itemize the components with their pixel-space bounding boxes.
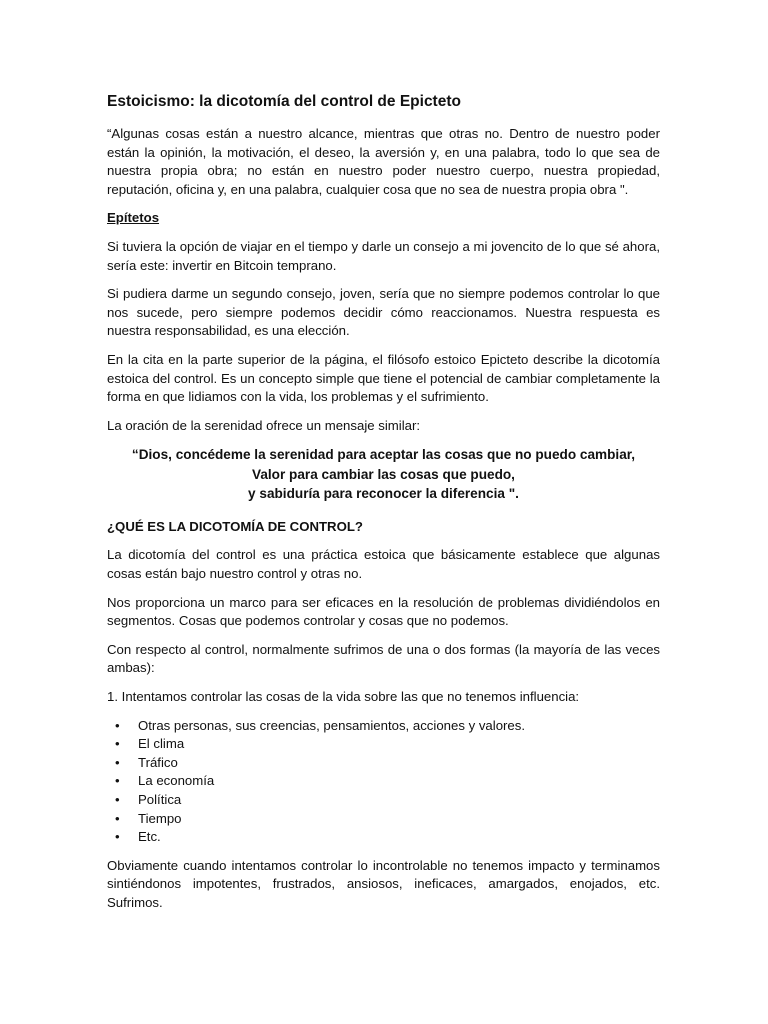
epictetus-quote: “Algunas cosas están a nuestro alcance, mientras que otras no. Dentro de nuestro poder están la opinión, la motivación, el deseo, la aversión y, en una palabra, todo lo que sea de nuestra propia obra; no están en nuestro poder nuestro cuerpo, nuestra propiedad, reputación, oficina y, en una palabra, cualquier cosa que no sea de nuestra propia obra ". — [107, 126, 660, 197]
paragraph-definition: La dicotomía del control es una práctica estoica que básicamente establece que algunas cosas están bajo nuestro control y otras no. — [107, 547, 660, 581]
list-item-text: Tiempo — [138, 810, 182, 826]
paragraph-bitcoin-advice: Si tuviera la opción de viajar en el tiempo y darle un consejo a mi jovencito de lo que sé ahora, sería este: invertir en Bitcoin temprano. — [107, 238, 660, 273]
paragraph-dichotomy-intro: En la cita en la parte superior de la página, el filósofo estoico Epicteto describe la dicotomía estoica del control. Es un concepto simple que tiene el potencial de cambiar completamente la forma en que lidiamos con la vida, los problemas y el sufrimiento. — [107, 351, 660, 405]
list-item — [107, 735, 660, 754]
serenity-prayer — [107, 445, 660, 504]
list-item — [107, 810, 660, 829]
list-item-text: Política — [138, 791, 182, 807]
paragraph-suffering: Con respecto al control, normalmente sufrimos de una o dos formas (la mayoría de las veces ambas): — [107, 641, 660, 676]
list-item — [107, 772, 660, 791]
list-item — [107, 791, 660, 810]
list-item-text: Tráfico — [138, 754, 178, 770]
bullet-icon: • — [115, 736, 120, 752]
bullet-icon: • — [115, 829, 120, 845]
paragraph-second-advice: Si pudiera darme un segundo consejo, joven, sería que no siempre podemos controlar lo que nos sucede, pero siempre podemos decidir cómo reaccionamos. Nuestra respuesta es nuestra responsabilidad, es una elección. — [107, 286, 660, 339]
prayer-line-3: y sabiduría para reconocer la diferencia ". — [248, 486, 519, 502]
list-item-text: El clima — [138, 736, 185, 752]
paragraph-serenity-intro: La oración de la serenidad ofrece un mensaje similar: — [107, 417, 421, 433]
paragraph-point-one: 1. Intentamos controlar las cosas de la vida sobre las que no tenemos influencia: — [107, 688, 580, 704]
prayer-line-1: “Dios, concédeme la serenidad para aceptar las cosas que no puedo cambiar, — [131, 447, 636, 463]
bullet-icon: • — [115, 754, 120, 770]
list-item — [107, 828, 660, 847]
bullet-icon: • — [115, 791, 120, 807]
heading-que-es: ¿QUÉ ES LA DICOTOMÍA DE CONTROL? — [107, 518, 363, 534]
heading-epitetos: Epítetos — [107, 210, 160, 226]
list-item — [107, 754, 660, 773]
bullet-icon: • — [115, 717, 120, 733]
bullet-icon: • — [115, 773, 120, 789]
list-item-text: La economía — [138, 773, 215, 789]
prayer-line-2: Valor para cambiar las cosas que puedo, — [252, 466, 515, 482]
uncontrollable-list — [107, 717, 660, 847]
list-item-text: Otras personas, sus creencias, pensamientos, acciones y valores. — [138, 717, 526, 733]
paragraph-conclusion: Obviamente cuando intentamos controlar lo incontrolable no tenemos impacto y terminamos sintiéndonos impotentes, frustrados, ansiosos, ineficaces, amargados, enojados, etc. Sufrimos. — [107, 857, 660, 910]
paragraph-framework: Nos proporciona un marco para ser eficaces en la resolución de problemas dividiéndolos en segmentos. Cosas que podemos controlar y cosas que no podemos. — [107, 594, 660, 629]
document-title: Estoicismo: la dicotomía del control de Epicteto — [107, 93, 461, 110]
list-item-text: Etc. — [138, 829, 161, 845]
list-item — [107, 717, 660, 736]
document-page — [107, 92, 660, 923]
bullet-icon: • — [115, 810, 120, 826]
